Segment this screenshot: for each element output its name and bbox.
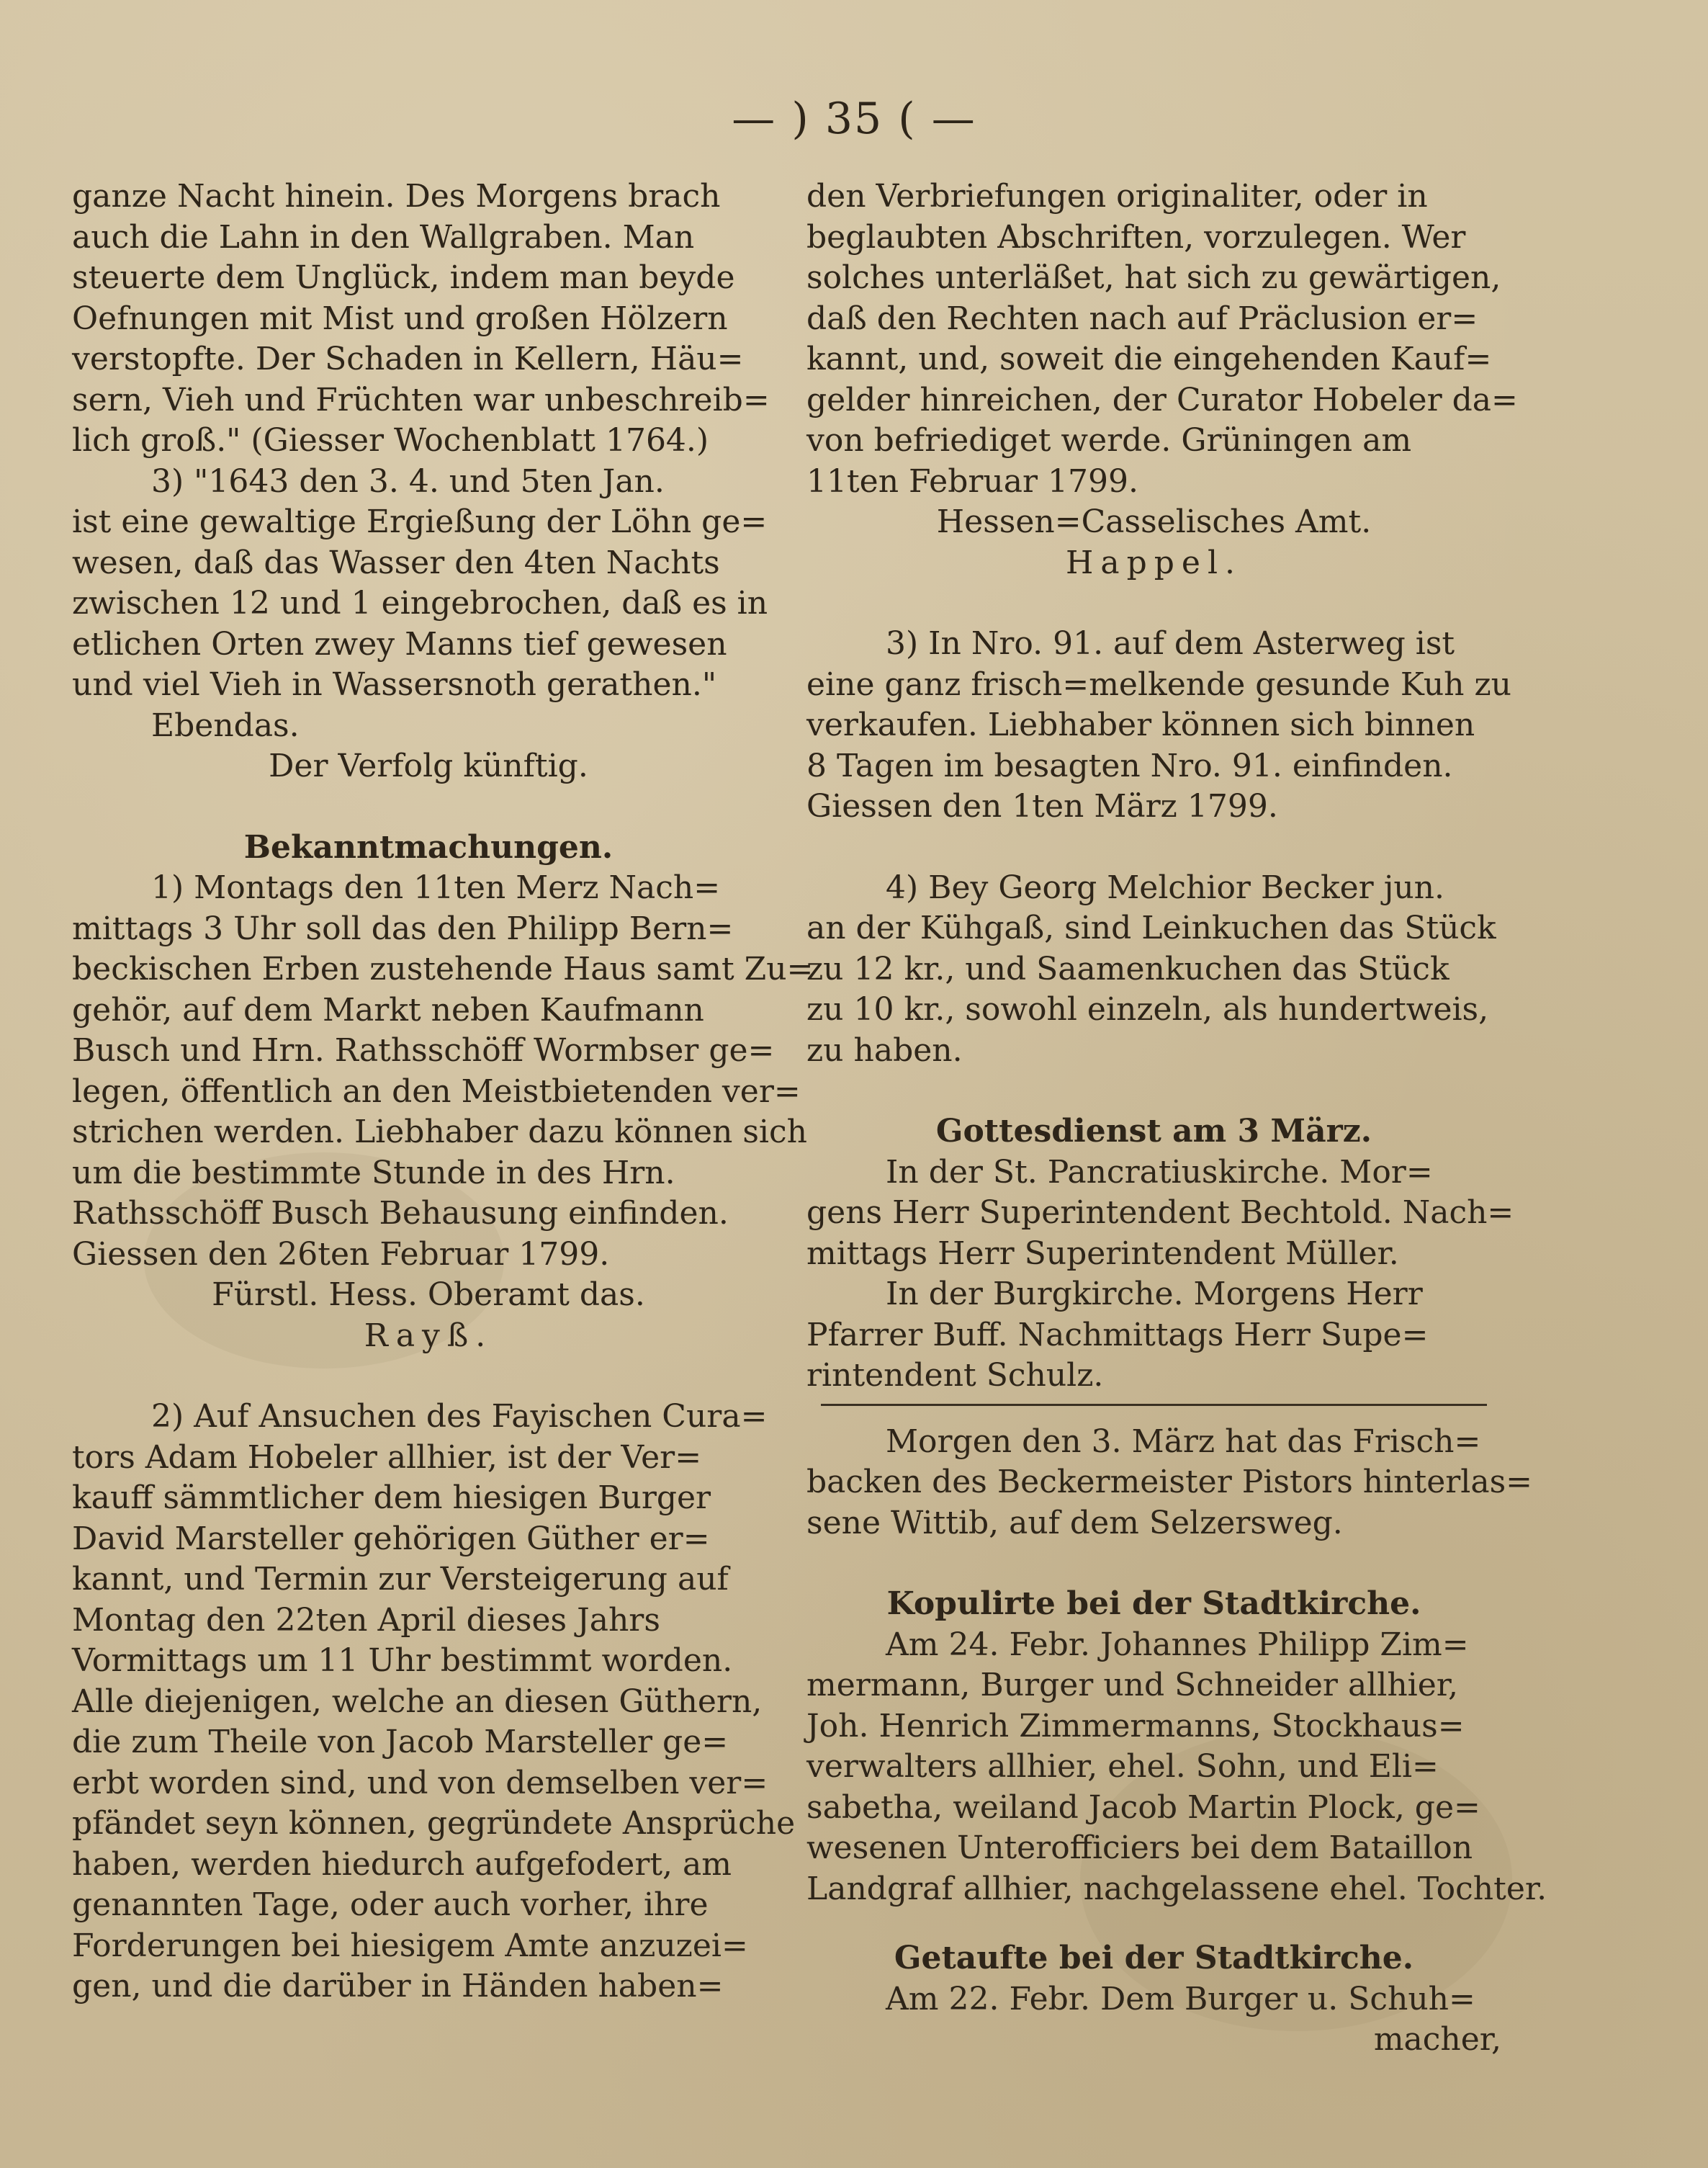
- text-line: ist eine gewaltige Ergießung der Löhn ge=: [72, 503, 768, 540]
- text-line: 11ten Februar 1799.: [806, 462, 1138, 500]
- text-line: Forderungen bei hiesigem Amte anzuzei=: [72, 1927, 748, 1964]
- text-line: genannten Tage, oder auch vorher, ihre: [72, 1886, 709, 1923]
- text-line: sene Wittib, auf dem Selzersweg.: [806, 1504, 1343, 1541]
- baptism-record: [806, 1979, 1501, 2061]
- right-column: [806, 176, 1547, 2061]
- text-line: den Verbriefungen originaliter, oder in: [806, 178, 1428, 215]
- text-line: legen, öffentlich an den Meistbietenden ver=: [72, 1072, 801, 1110]
- text-line: Giessen den 1ten März 1799.: [806, 788, 1278, 825]
- text-line: sern, Vieh und Früchten war unbeschreib=: [72, 381, 770, 418]
- section-heading-kopulirte: Kopulirte bei der Stadtkirche.: [886, 1585, 1421, 1622]
- text-line: 2) Auf Ansuchen des Fayischen Cura=: [151, 1398, 768, 1435]
- text-line: Giessen den 26ten Februar 1799.: [72, 1235, 610, 1273]
- continuation-paragraph: [72, 176, 785, 462]
- text-line: mermann, Burger und Schneider allhier,: [806, 1667, 1458, 1703]
- text-line: Busch und Hrn. Rathsschöff Wormbser ge=: [72, 1032, 775, 1069]
- text-line: Montag den 22ten April dieses Jahrs: [72, 1601, 660, 1639]
- text-line: mittags Herr Superintendent Müller.: [806, 1235, 1399, 1272]
- text-line: wesen, daß das Wasser den 4ten Nachts: [72, 544, 720, 581]
- signature-name: Rayß.: [364, 1317, 493, 1354]
- notice-4: [806, 868, 1501, 1072]
- text-line: gehör, auf dem Markt neben Kaufmann: [72, 991, 704, 1029]
- text-line: Pfarrer Buff. Nachmittags Herr Supe=: [806, 1316, 1429, 1353]
- notice-2: [72, 1397, 796, 2007]
- text-line: 3) "1643 den 3. 4. und 5ten Jan.: [151, 462, 665, 500]
- text-line: auch die Lahn in den Wallgraben. Man: [72, 218, 695, 256]
- text-line: Landgraf allhier, nachgelassene ehel. Tochter.: [806, 1870, 1547, 1907]
- notice-1: [72, 868, 814, 1356]
- page-number: — ) 35 ( —: [732, 94, 976, 144]
- text-line: kannt, und Termin zur Versteigerung auf: [72, 1561, 729, 1598]
- source-citation: Ebendas.: [151, 707, 300, 744]
- left-column: [72, 176, 814, 2007]
- text-line: kauff sämmtlicher dem hiesigen Burger: [72, 1479, 711, 1516]
- text-line: zu 12 kr., und Saamenkuchen das Stück: [806, 950, 1449, 987]
- text-line: wesenen Unterofficiers bei dem Bataillon: [806, 1829, 1473, 1866]
- marriage-record: [806, 1625, 1547, 1910]
- notice-2-continued: [806, 176, 1518, 583]
- text-line: daß den Rechten nach auf Präclusion er=: [806, 300, 1478, 337]
- text-line: die zum Theile von Jacob Marsteller ge=: [72, 1724, 729, 1760]
- text-line: 3) In Nro. 91. auf dem Asterweg ist: [886, 625, 1455, 662]
- service-schedule: [806, 1152, 1514, 1397]
- text-line: zu 10 kr., sowohl einzeln, als hundertweis,: [806, 991, 1489, 1028]
- catchword: macher,: [1373, 2021, 1501, 2058]
- text-line: rintendent Schulz.: [806, 1357, 1104, 1394]
- text-line: pfändet seyn können, gegründete Ansprüche: [72, 1805, 796, 1842]
- to-be-continued: Der Verfolg künftig.: [269, 748, 588, 784]
- text-line: zu haben.: [806, 1031, 963, 1069]
- text-line: an der Kühgaß, sind Leinkuchen das Stück: [806, 910, 1496, 946]
- text-line: backen des Beckermeister Pistors hinterlas=: [806, 1464, 1533, 1500]
- text-line: David Marsteller gehörigen Güther er=: [72, 1520, 710, 1557]
- text-line: kannt, und, soweit die eingehenden Kauf=: [806, 341, 1492, 377]
- baking-notice: [806, 1422, 1533, 1544]
- text-line: eine ganz frisch=melkende gesunde Kuh zu: [806, 666, 1511, 703]
- text-line: Alle diejenigen, welche an diesen Güthern,: [72, 1683, 763, 1720]
- text-line: In der Burgkirche. Morgens Herr: [886, 1276, 1423, 1312]
- text-line: verkaufen. Liebhaber können sich binnen: [806, 707, 1475, 743]
- text-line: 8 Tagen im besagten Nro. 91. einfinden.: [806, 747, 1453, 784]
- text-line: lich groß." (Giesser Wochenblatt 1764.): [72, 422, 709, 459]
- section-heading-getaufte: Getaufte bei der Stadtkirche.: [894, 1940, 1414, 1976]
- text-line: Joh. Henrich Zimmermanns, Stockhaus=: [806, 1707, 1465, 1744]
- text-line: um die bestimmte Stunde in des Hrn.: [72, 1154, 675, 1191]
- quote-paragraph-3: [72, 462, 785, 787]
- section-heading-gottesdienst: Gottesdienst am 3 März.: [935, 1113, 1372, 1150]
- text-line: Oefnungen mit Mist und großen Hölzern: [72, 300, 728, 337]
- text-line: ganze Nacht hinein. Des Morgens brach: [72, 178, 721, 215]
- signature-office: Fürstl. Hess. Oberamt das.: [212, 1276, 645, 1313]
- section-heading-bekanntmachungen: Bekanntmachungen.: [243, 828, 613, 866]
- text-line: zwischen 12 und 1 eingebrochen, daß es in: [72, 585, 768, 622]
- text-line: 4) Bey Georg Melchior Becker jun.: [886, 869, 1444, 906]
- text-line: In der St. Pancratiuskirche. Mor=: [886, 1153, 1433, 1191]
- text-line: 1) Montags den 11ten Merz Nach=: [151, 869, 721, 906]
- text-line: mittags 3 Uhr soll das den Philipp Bern=: [72, 910, 734, 947]
- text-line: strichen werden. Liebhaber dazu können sich: [72, 1114, 807, 1150]
- text-line: gelder hinreichen, der Curator Hobeler da=: [806, 381, 1518, 418]
- text-line: gens Herr Superintendent Bechtold. Nach=: [806, 1194, 1514, 1231]
- section-divider: [821, 1404, 1487, 1406]
- text-line: und viel Vieh in Wassersnoth gerathen.": [72, 666, 717, 703]
- text-line: steuerte dem Unglück, indem man beyde: [72, 259, 735, 296]
- text-line: Rathsschöff Busch Behausung einfinden.: [72, 1195, 729, 1232]
- text-line: Vormittags um 11 Uhr bestimmt worden.: [72, 1642, 733, 1679]
- text-line: Am 24. Febr. Johannes Philipp Zim=: [886, 1626, 1469, 1663]
- text-line: Morgen den 3. März hat das Frisch=: [886, 1423, 1481, 1460]
- text-line: Am 22. Febr. Dem Burger u. Schuh=: [886, 1980, 1475, 2017]
- text-line: tors Adam Hobeler allhier, ist der Ver=: [72, 1438, 702, 1476]
- signature-name: Happel.: [1065, 544, 1243, 581]
- text-line: beglaubten Abschriften, vorzulegen. Wer: [806, 218, 1466, 256]
- text-line: haben, werden hiedurch aufgefodert, am: [72, 1845, 732, 1883]
- text-line: gen, und die darüber in Händen haben=: [72, 1968, 724, 2004]
- text-line: solches unterläßet, hat sich zu gewärtigen,: [806, 259, 1501, 296]
- text-line: erbt worden sind, und von demselben ver=: [72, 1764, 768, 1801]
- text-line: sabetha, weiland Jacob Martin Plock, ge=: [806, 1788, 1480, 1826]
- text-line: von befriediget werde. Grüningen am: [806, 422, 1412, 459]
- signature-office: Hessen=Casselisches Amt.: [936, 503, 1372, 540]
- text-line: verstopfte. Der Schaden in Kellern, Häu=: [72, 341, 744, 377]
- notice-3: [806, 624, 1511, 828]
- text-line: beckischen Erben zustehende Haus samt Zu=: [72, 951, 814, 987]
- text-line: verwalters allhier, ehel. Sohn, und Eli=: [806, 1748, 1439, 1785]
- text-line: etlichen Orten zwey Manns tief gewesen: [72, 625, 727, 663]
